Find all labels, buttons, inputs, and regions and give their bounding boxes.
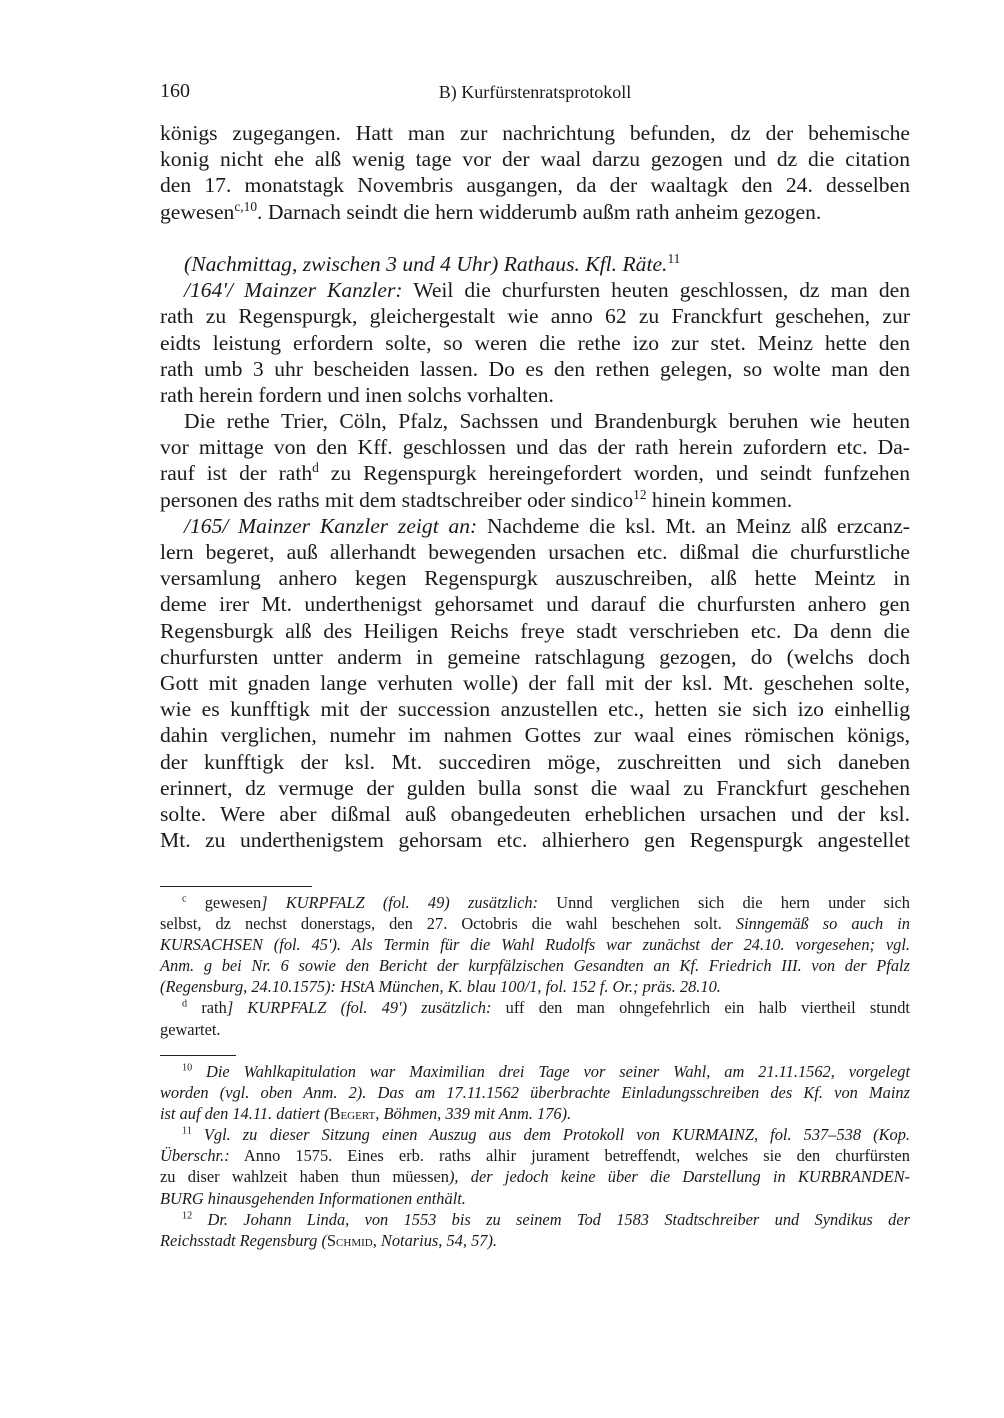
text-segment: rath umb 3 uhr bescheiden lassen. Do es den rethen gelegen, so wolte man den [160,356,910,381]
text-segment: Anno 1575. Eines erb. raths alhir jurament betreffendt, welches sie den churfürsten [229,1146,910,1166]
text-segment: churfursten untter anderm in gemeine ratschlagung gezogen, do (welchs doch [160,644,910,669]
text-line [160,1188,910,1209]
text-segment: Begert [329,1104,376,1124]
textual-notes [160,892,910,1040]
text-line [160,801,910,827]
text-line [160,1061,910,1082]
text-segment: dahin verglichen, numehr im nahmen Gottes zur waal eines römischen königs, [160,723,910,748]
note-reference: c,10 [234,198,258,214]
page-header [160,80,910,108]
text-segment: Mt. zu underthenigstem gehorsam etc. alhierhero gen Regenspurgk angestellet [160,828,910,853]
text-line [160,434,910,460]
footnotes-divider [160,1055,236,1056]
text-line [160,199,910,225]
text-line [160,356,910,382]
text-line [160,1124,910,1145]
text-segment: ist auf den 14.11. datiert ( [160,1104,330,1124]
text-line [160,382,910,408]
text-line [160,1209,910,1230]
text-line [160,1166,910,1187]
text-line [160,913,910,934]
text-segment: wie es kunfftigk mit der succession anzustellen etc., hetten sie sich izo einhellig [160,697,910,722]
text-segment: personen des raths mit dem stadtschreiber oder sindico [160,487,634,512]
text-segment: (Regensburg, 24.10.1575): HStA München, K. blau 100/1, fol. 152 f. Or.; präs. 28.10. [160,977,721,997]
text-segment: konig nicht ehe alß wenig tage vor der waal darzu gezogen und dz die citation [160,147,910,172]
text-line [160,934,910,955]
text-segment: selbst, dz nechst donerstags, den 27. Octobris die wahl beschehen solt. [160,914,736,934]
text-segment: uff den man ohngefehrlich ein halb viertheil stundt [491,998,910,1018]
note-reference: d [312,460,319,476]
text-segment: deme irer Mt. underthenigst gehorsamet und darauf die churfursten anhero gen [160,592,910,617]
text-segment: rath herein fordern und inen solchs vorhalten. [160,382,554,407]
text-line [160,251,910,277]
text-line [160,277,910,303]
text-line [160,618,910,644]
text-segment: gewesen [186,893,262,912]
text-line [160,460,910,486]
text-segment: Sinngemäß so auch in [735,914,910,934]
text-line [160,565,910,591]
text-segment: den 17. monatstagk Novembris ausgangen, da der waaltagk den 24. desselben [160,173,910,198]
text-line [160,696,910,722]
text-segment: , [372,1230,381,1250]
text-line [160,1082,910,1103]
text-segment: ] KURPFALZ (fol. 49') zusätzlich: [226,998,492,1018]
text-segment: rath zu Regenspurgk, gleichergestalt wie anno 62 zu Franckfurt geschehen, zur [160,304,910,329]
text-line [160,670,910,696]
text-segment: hinein kommen. [646,487,793,512]
text-segment: Reichsstadt Regensburg ( [160,1230,327,1250]
text-segment: Böhmen, 339 mit Anm. 176). [383,1104,572,1124]
text-line [160,976,910,997]
text-segment: solte. Were aber dißmal auß obangedeuten erheblichen ursachen und der ksl. [160,801,910,826]
text-segment: . Darnach seindt die hern widderumb außm rath anheim gezogen. [257,199,822,224]
text-segment: Weil die churfursten heuten geschlossen, dz man den [402,278,911,303]
text-line [160,487,910,513]
text-segment: Unnd verglichen sich die hern under sich [538,893,910,912]
text-segment: , [375,1104,384,1124]
text-line [160,722,910,748]
text-line [160,775,910,801]
text-segment: BURG hinausgehenden Informationen enthält. [160,1188,466,1208]
text-segment: Vgl. zu dieser Sitzung einen Auszug aus dem Protokoll von KURMAINZ, fol. 537–538 (Kop. [191,1125,910,1145]
text-line [160,1019,910,1040]
text-segment: lern begeret, auß allerhandt bewegenden ursachen etc. dißmal die churfurstliche [160,540,910,564]
note-reference: 12 [633,486,647,502]
note-reference: d [182,999,188,1010]
text-segment: eidts leistung erfordern solte, so weren die rethe izo zur stet. Meinz hette den [160,330,910,355]
note-reference: 11 [182,1125,192,1137]
running-title: B) Kurfürstenratsprotokoll [438,82,632,102]
text-line [160,408,910,434]
text-segment: Gott mit gnaden lange verhuten wolle) der fall mit der ksl. Mt. geschehen solte, [160,670,910,695]
text-line [160,120,910,146]
text-line [160,172,910,198]
text-line [160,1230,910,1251]
textual-notes-divider [160,886,312,887]
text-line [160,513,910,539]
text-segment: vor mittage von den Kff. geschlossen und das der rath herein zufordern etc. Da- [160,435,910,460]
text-line [160,997,910,1018]
text-segment: ), der jedoch keine über die Darstellung in KURBRANDEN- [448,1167,910,1187]
text-segment: zu diser wahlzeit haben thun müessen [160,1167,449,1187]
text-segment: Schmid [326,1230,373,1250]
text-line [160,146,910,172]
text-segment: königs zugegangen. Hatt man zur nachrichtung befunden, dz der behemische [160,121,910,145]
text-line [160,539,910,565]
note-reference: 11 [667,250,681,266]
text-segment: KURSACHSEN (fol. 45'). Als Termin für die Wahl Rudolfs war zunächst der 24.10. vorgesehen; vgl. [160,935,910,955]
text-segment: worden (vgl. oben Anm. 2). Das am 17.11.1562 überbrachte Einladungsschreiben des Kf. von Mainz [160,1083,910,1103]
text-segment: rauf ist der rath [160,461,313,486]
page-number: 160 [160,80,190,102]
text-segment: rath [187,998,227,1018]
text-segment: erinnert, dz vermuge der gulden bulla sonst die waal zu Franckfurt geschehen [160,775,910,800]
text-line [160,827,910,853]
text-line [160,644,910,670]
text-line [160,892,910,913]
text-line [160,749,910,775]
text-segment: Die Wahlkapitulation war Maximilian drei Tage vor seiner Wahl, am 21.11.1562, vorgelegt [192,1062,910,1081]
text-segment: Anm. g bei Nr. 6 sowie den Bericht der kurpfälzischen Gesandten an Kf. Friedrich III. von der Pfalz [160,956,910,976]
text-segment: versamlung anhero kegen Regenspurgk auszuschreiben, alß hette Meintz in [160,566,910,591]
text-segment: Dr. Johann Linda, von 1553 bis zu seinem Tod 1583 Stadtschreiber und Syndikus der [192,1209,910,1229]
note-reference: c [182,893,187,905]
text-line [160,591,910,617]
footnotes [160,1061,910,1251]
text-segment: Nachdeme die ksl. Mt. an Meinz alß erzcanz- [477,513,910,538]
text-segment: /165/ Mainzer Kanzler zeigt an: [184,513,478,538]
paragraph-gap [160,225,910,251]
text-segment: (Nachmittag, zwischen 3 und 4 Uhr) Rathaus. Kfl. Räte. [184,251,668,276]
text-segment: Die rethe Trier, Cöln, Pfalz, Sachssen und Brandenburgk beruhen wie heuten [184,409,910,434]
text-line [160,303,910,329]
text-segment: ] KURPFALZ (fol. 49) zusätzlich: [261,893,539,912]
text-segment: Notarius, 54, 57). [380,1230,498,1250]
text-segment: Überschr.: [160,1146,230,1166]
text-segment: Regensburgk alß des Heiligen Reichs freye stadt verschrieben etc. Da denn die [160,618,910,643]
text-line [160,1103,910,1124]
text-line [160,955,910,976]
note-reference: 10 [182,1062,193,1074]
main-text [160,120,910,853]
text-line [160,330,910,356]
text-segment: zu Regenspurgk hereingefordert worden, und seindt funfzehen [318,461,910,486]
text-segment: gewartet. [160,1019,221,1039]
note-reference: 12 [182,1210,193,1222]
text-segment: der kunfftigk der ksl. Mt. succediren möge, zuschreitten und sich daneben [160,749,910,774]
text-segment: gewesen [160,199,235,224]
text-segment: /164'/ Mainzer Kanzler: [184,278,403,303]
text-line [160,1145,910,1166]
